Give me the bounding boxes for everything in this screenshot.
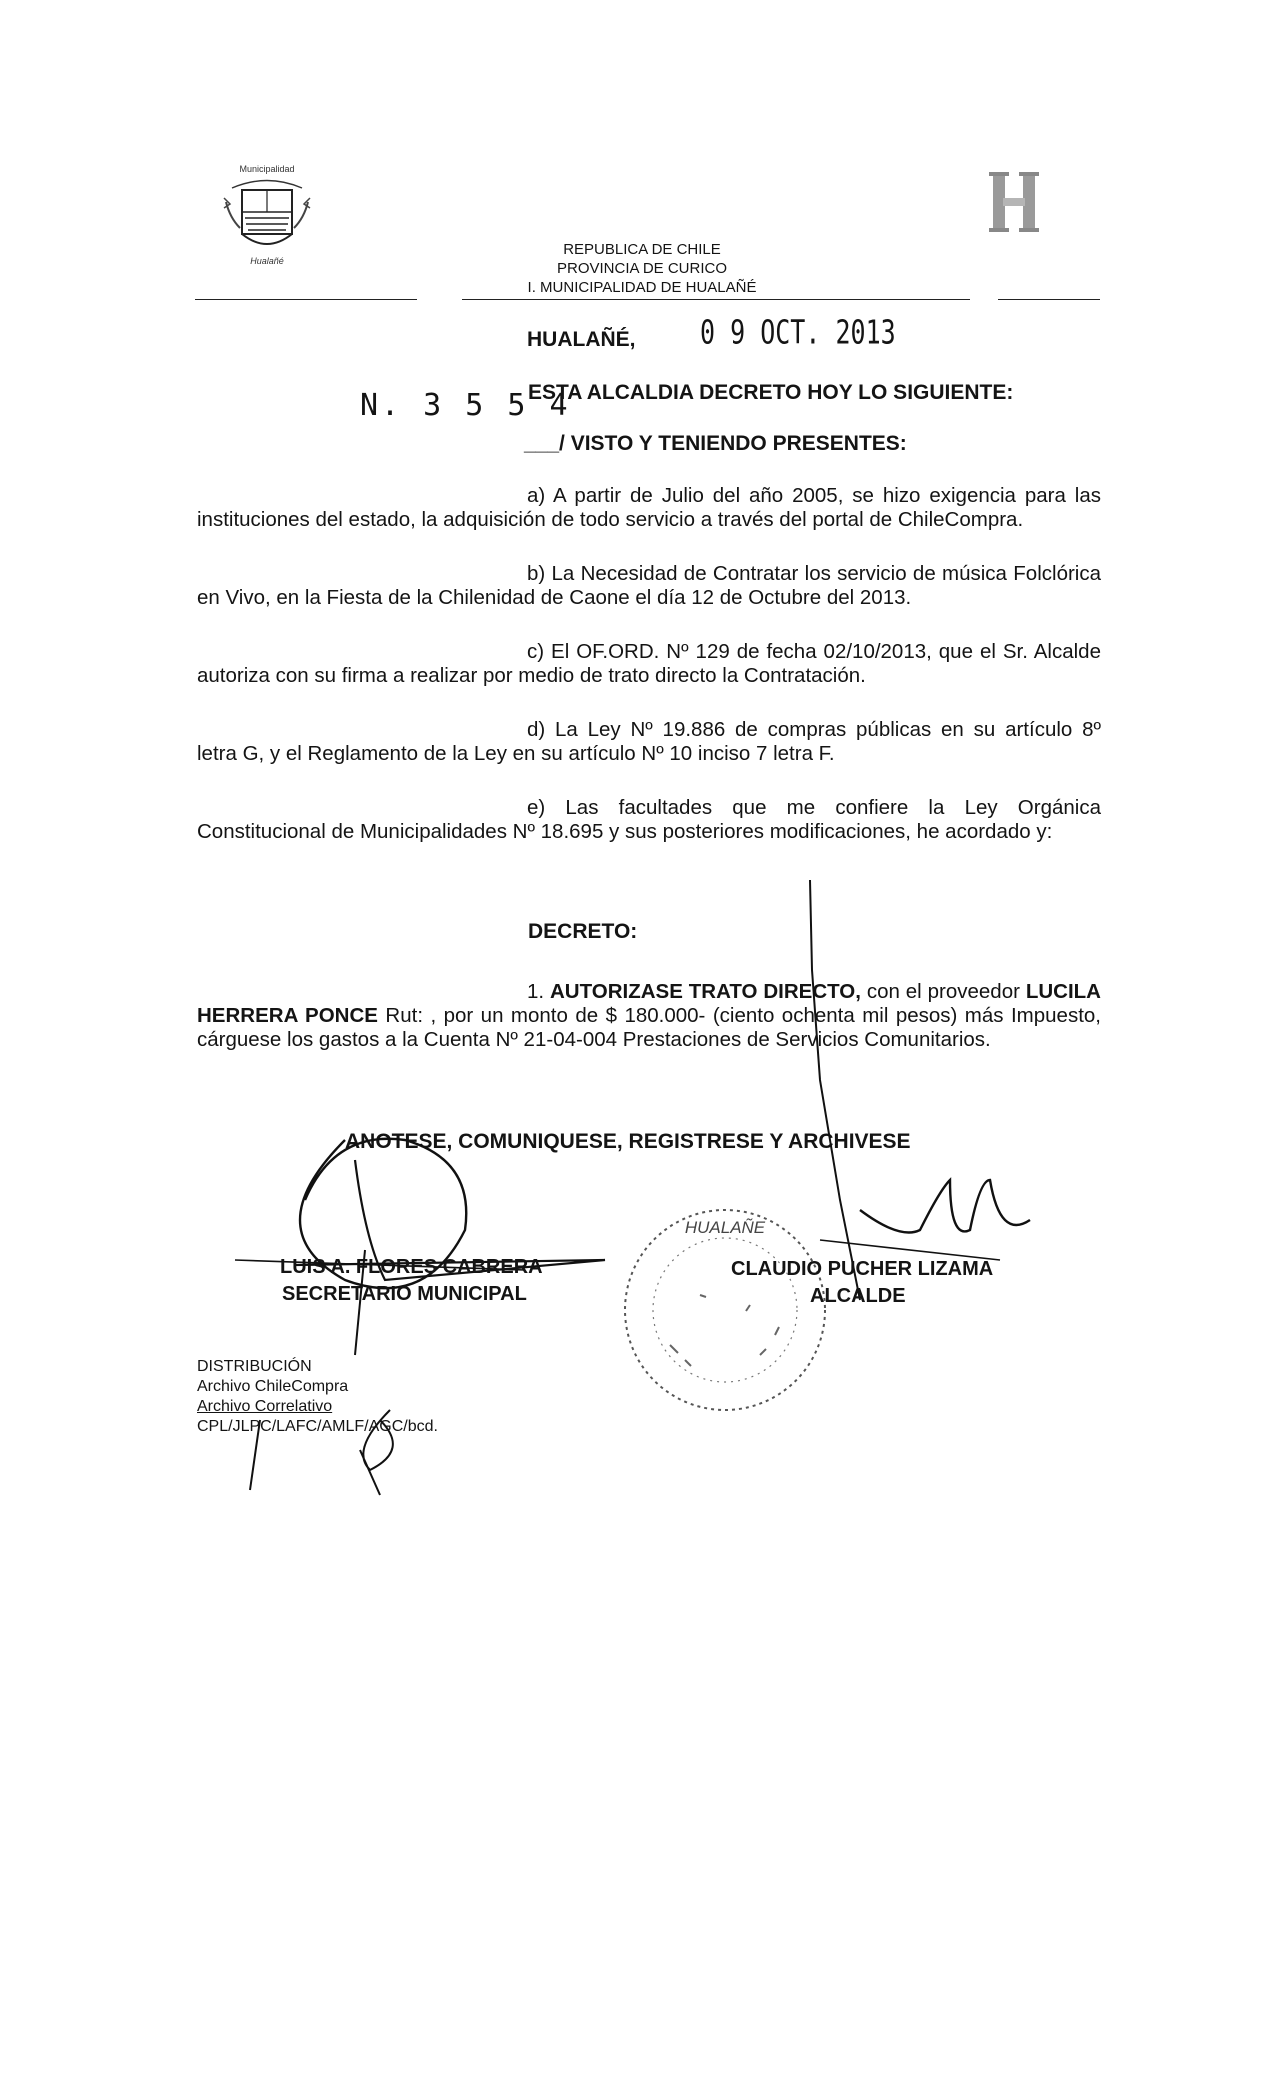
stamped-date: 0 9 OCT. 2013: [700, 313, 896, 352]
considerando-b-first: b) La Necesidad de Contratar los servicio de música: [527, 562, 1007, 585]
distribution-heading: DISTRIBUCIÓN: [197, 1358, 312, 1375]
considerando-d-first: d) La Ley Nº 19.886 de compras públicas en su artículo: [527, 718, 1073, 741]
place-label: HUALAÑÉ,: [527, 328, 636, 351]
considerando-e-first: e) Las facultades que me confiere la Ley Orgánica: [527, 796, 1101, 819]
corner-mark: [985, 170, 1045, 240]
mayor-signature: [800, 880, 1100, 1310]
intro-statement: ESTA ALCALDIA DECRETO HOY LO SIGUIENTE:: [528, 381, 1014, 404]
header-province: PROVINCIA DE CURICO: [556, 260, 728, 277]
article-1-body: Rut: , por un monto de $ 180.000- (ciento ochenta mil pesos) más Impuesto, cárguese los gastos a la Cuenta Nº 21-04-004 Prestaciones de Servicios Comunitarios.: [197, 1004, 1101, 1051]
mayor-name: CLAUDIO PUCHER LIZAMA: [731, 1258, 994, 1280]
considerando-b: [197, 562, 1101, 610]
secretary-signature: [225, 1120, 645, 1360]
initials-signature: [230, 1390, 430, 1500]
header-municipality: I. MUNICIPALIDAD DE HUALAÑÉ: [527, 279, 757, 296]
header-rule-left: [195, 299, 417, 300]
considerando-c-first: c) El OF.ORD. Nº 129 de fecha 02/10/2013, que el Sr.: [527, 640, 1028, 663]
considerando-d-rest: 8º letra G, y el Reglamento de la Ley en su artículo Nº 10 inciso 7 letra F.: [197, 718, 1101, 765]
decree-number: N. 3 5 5 4: [360, 388, 571, 423]
secretary-title: SECRETARIO MUNICIPAL: [282, 1283, 527, 1305]
considerando-a: [197, 484, 1101, 532]
distribution-item: CPL/JLPC/LAFC/AMLF/AGC/bcd.: [197, 1418, 438, 1435]
seal-text-bottom: Hualañé: [250, 256, 284, 266]
header-rule-right: [998, 299, 1100, 300]
considerando-c-rest: Alcalde autoriza con su firma a realizar por medio de trato directo la Contratación.: [197, 640, 1101, 687]
header-country: REPUBLICA DE CHILE: [563, 241, 721, 258]
municipal-seal: [212, 158, 322, 270]
header-rule-center: [462, 299, 970, 300]
seal-text-top: Municipalidad: [239, 164, 295, 174]
closing-formula: ANOTESE, COMUNIQUESE, REGISTRESE Y ARCHIVESE: [345, 1130, 911, 1153]
considerando-b-rest: Folclórica en Vivo, en la Fiesta de la Chilenidad de Caone el día 12 de Octubre del 2013.: [197, 562, 1101, 609]
considerando-a-first: a) A partir de Julio del año 2005, se hizo exigencia para: [527, 484, 1066, 507]
mayor-title: ALCALDE: [810, 1285, 906, 1307]
distribution-item: Archivo Correlativo: [197, 1398, 333, 1415]
article-1-head: AUTORIZASE TRATO DIRECTO,: [550, 980, 861, 1003]
considerando-e: [197, 796, 1101, 844]
visto-heading: ___/ VISTO Y TENIENDO PRESENTES:: [524, 432, 907, 455]
secretary-name: LUIS A. FLORES CABRERA: [280, 1256, 543, 1278]
decreto-heading: DECRETO:: [528, 920, 638, 943]
article-1-num: 1.: [527, 980, 545, 1003]
considerando-e-rest: Constitucional de Municipalidades Nº 18.695 y sus posteriores modificaciones, he acordado y:: [197, 820, 1053, 843]
supplier-name: LUCILA HERRERA PONCE: [197, 980, 1101, 1027]
article-1-tail: con el proveedor: [866, 980, 1020, 1003]
considerando-c: [197, 640, 1101, 688]
considerando-a-rest: las instituciones del estado, la adquisición de todo servicio a través del portal de ChileCompra.: [197, 484, 1101, 531]
stamp-text: HUALAÑE: [684, 1218, 766, 1237]
considerando-d: [197, 718, 1101, 766]
distribution-item: Archivo ChileCompra: [197, 1378, 349, 1395]
